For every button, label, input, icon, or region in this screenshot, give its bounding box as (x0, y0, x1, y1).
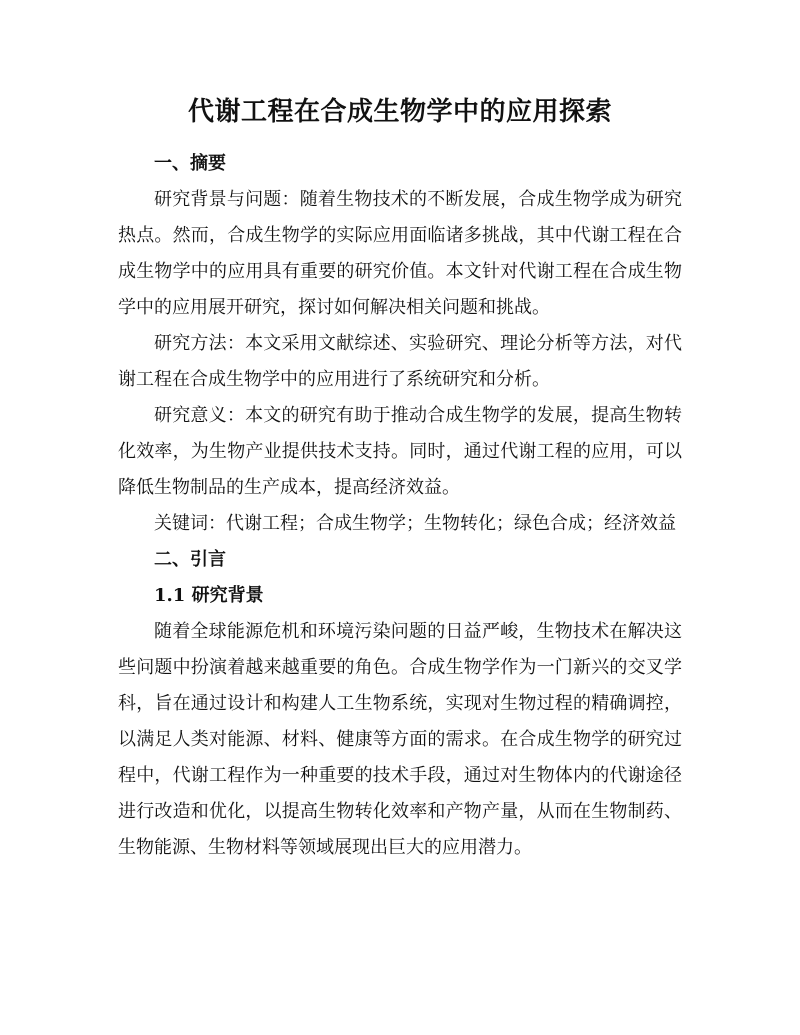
document-body (118, 92, 682, 866)
abstract-background-paragraph: 研究背景与问题：随着生物技术的不断发展，合成生物学成为研究热点。然而，合成生物学的实际应用面临诸多挑战，其中代谢工程在合成生物学中的应用具有重要的研究价值。本文针对代谢工程在合成生物学中的应用展开研究，探讨如何解决相关问题和挑战。 (118, 189, 682, 318)
introduction-section (118, 542, 682, 866)
keywords-paragraph: 关键词：代谢工程；合成生物学；生物转化；绿色合成；经济效益 (154, 513, 676, 534)
abstract-section (118, 146, 682, 542)
research-background-paragraph: 随着全球能源危机和环境污染问题的日益严峻，生物技术在解决这些问题中扮演着越来越重要的角色。合成生物学作为一门新兴的交叉学科，旨在通过设计和构建人工生物系统，实现对生物过程的精确调控，以满足人类对能源、材料、健康等方面的需求。在合成生物学的研究过程中，代谢工程作为一种重要的技术手段，通过对生物体内的代谢途径进行改造和优化，以提高生物转化效率和产物产量，从而在生物制药、生物能源、生物材料等领域展现出巨大的应用潜力。 (118, 621, 682, 858)
abstract-significance-paragraph: 研究意义：本文的研究有助于推动合成生物学的发展，提高生物转化效率，为生物产业提供技术支持。同时，通过代谢工程的应用，可以降低生物制品的生产成本，提高经济效益。 (118, 405, 682, 498)
abstract-heading: 一、摘要 (154, 153, 226, 174)
research-background-subheading: 1.1 研究背景 (154, 585, 264, 606)
abstract-methods-paragraph: 研究方法：本文采用文献综述、实验研究、理论分析等方法，对代谢工程在合成生物学中的应用进行了系统研究和分析。 (118, 333, 682, 390)
introduction-heading: 二、引言 (154, 549, 226, 570)
document-title: 代谢工程在合成生物学中的应用探索 (187, 97, 612, 127)
